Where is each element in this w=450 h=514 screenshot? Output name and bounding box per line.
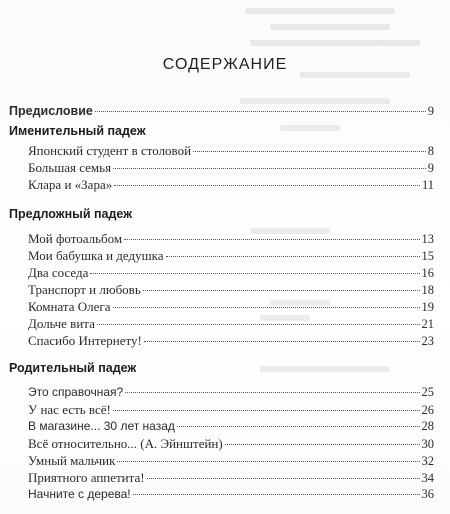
toc-entry[interactable]	[28, 159, 434, 176]
section-heading: Предложный падеж	[9, 207, 133, 221]
entry-page-number: 34	[421, 471, 434, 485]
toc-entry[interactable]	[28, 281, 434, 298]
entry-page-number: 23	[421, 334, 434, 348]
entry-page-number: 30	[421, 437, 434, 451]
leader-dots	[114, 185, 420, 186]
entry-label: Спасибо Интернету!	[28, 333, 142, 348]
entry-label: Начните с дерева!	[28, 487, 131, 501]
entry-page-number: 21	[421, 317, 434, 331]
entry-page-number: 9	[427, 161, 434, 175]
toc-entry[interactable]	[28, 486, 434, 503]
leader-dots	[90, 273, 419, 274]
entry-label: В магазине... 30 лет назад	[28, 419, 175, 433]
entry-label: Два соседа	[28, 265, 89, 280]
toc-entry[interactable]	[28, 384, 434, 401]
leader-dots	[177, 426, 420, 427]
leader-dots	[143, 290, 420, 291]
entry-page-number: 11	[421, 178, 434, 192]
entry-page-number: 36	[421, 487, 434, 501]
entry-label: Предисловие	[9, 104, 93, 118]
leader-dots	[193, 151, 426, 152]
leader-dots	[97, 324, 420, 325]
toc-entry[interactable]	[28, 247, 434, 264]
toc-entry[interactable]	[28, 469, 434, 486]
section-heading: Именительный падеж	[9, 124, 146, 138]
leader-dots	[225, 444, 420, 445]
leader-dots	[147, 478, 420, 479]
entry-label: Мой фотоальбом	[28, 231, 123, 246]
entry-page-number: 18	[421, 283, 434, 297]
entry-page-number: 19	[421, 300, 434, 314]
entry-label: Это справочная?	[28, 385, 124, 399]
leader-dots	[113, 307, 420, 308]
leader-dots	[113, 168, 426, 169]
entry-label: Транспорт и любовь	[28, 282, 141, 297]
toc-entry[interactable]	[28, 435, 434, 452]
section-heading: Родительный падеж	[9, 361, 137, 375]
entry-page-number: 28	[421, 419, 434, 433]
toc-entry[interactable]	[28, 315, 434, 332]
entry-page-number: 8	[427, 144, 434, 158]
toc-entry[interactable]	[28, 332, 434, 349]
leader-dots	[117, 461, 419, 462]
entry-label: Дольче вита	[28, 316, 95, 331]
entry-label: Комната Олега	[28, 299, 111, 314]
leader-dots	[144, 341, 420, 342]
entry-page-number: 25	[421, 385, 434, 399]
entry-label: Умный мальчик	[28, 453, 116, 468]
toc-entry[interactable]	[28, 418, 434, 435]
entry-label: У нас есть всё!	[28, 402, 111, 417]
entry-page-number: 16	[421, 266, 434, 280]
entry-label: Японский студент в столовой	[28, 143, 192, 158]
leader-dots	[133, 494, 420, 495]
entry-page-number: 9	[427, 104, 434, 118]
toc-entry[interactable]	[28, 176, 434, 193]
leader-dots	[125, 392, 419, 393]
toc-title: СОДЕРЖАНИЕ	[162, 56, 288, 73]
leader-dots	[95, 111, 426, 112]
leader-dots	[166, 256, 420, 257]
leader-dots	[113, 410, 420, 411]
entry-label: Приятного аппетита!	[28, 470, 145, 485]
toc-entry[interactable]	[28, 298, 434, 315]
toc-entry[interactable]	[28, 452, 434, 469]
toc-entry-preface[interactable]	[9, 103, 434, 120]
leader-dots	[124, 239, 419, 240]
toc-entry[interactable]	[28, 264, 434, 281]
entry-label: Мои бабушка и дедушка	[28, 248, 164, 263]
entry-label: Всё относительно... (А. Эйнштейн)	[28, 436, 223, 451]
entry-label: Большая семья	[28, 160, 112, 175]
entry-page-number: 15	[421, 249, 434, 263]
entry-page-number: 13	[421, 232, 434, 246]
entry-page-number: 26	[421, 403, 434, 417]
toc-entry[interactable]	[28, 401, 434, 418]
toc-entry[interactable]	[28, 142, 434, 159]
entry-page-number: 32	[421, 454, 434, 468]
toc-entry[interactable]	[28, 230, 434, 247]
entry-label: Клара и «Зара»	[28, 177, 113, 192]
